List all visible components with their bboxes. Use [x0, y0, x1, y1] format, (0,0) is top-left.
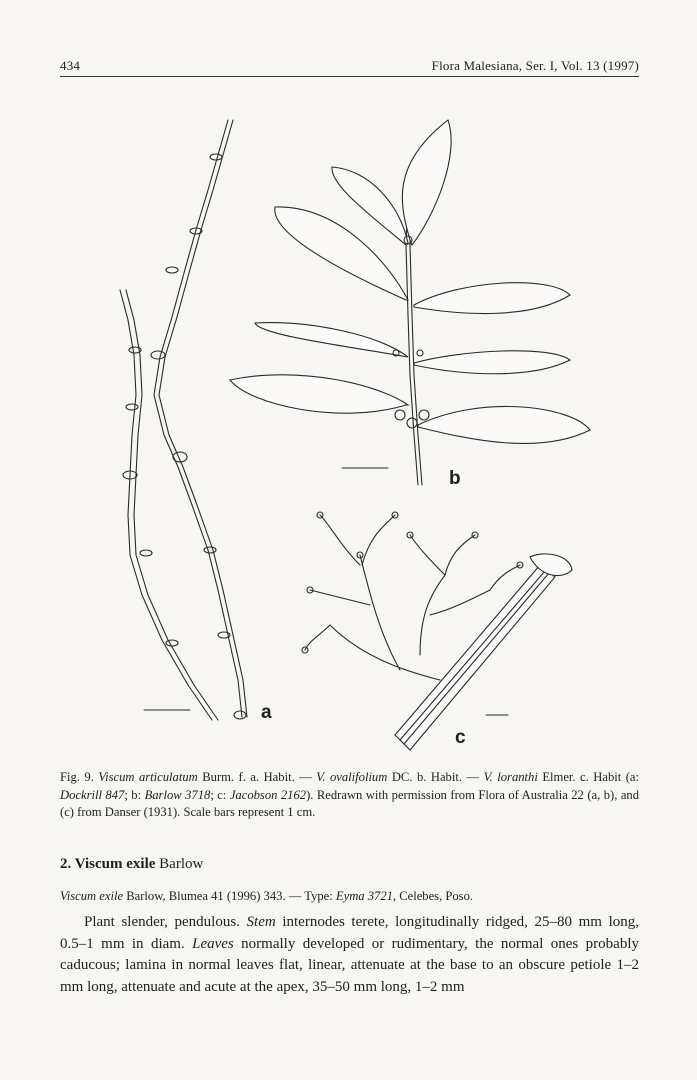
- reference-citation: Barlow, Blumea 41 (1996) 343. — Type:: [123, 889, 336, 903]
- caption-text: Elmer. c. Habit (a:: [537, 770, 640, 784]
- reference-type: Eyma 3721: [335, 889, 393, 903]
- description-text: Plant slender, pendulous.: [84, 914, 247, 930]
- description-text: internodes terete, longitudinally ridged, 25–80 mm long, 0.5–1 mm in diam.: [60, 914, 639, 952]
- caption-species-1: Viscum articulatum: [98, 770, 198, 784]
- journal-title: Flora Malesiana, Ser. I, Vol. 13 (1997): [431, 58, 639, 73]
- reference-locality: , Celebes, Poso.: [392, 889, 474, 903]
- caption-text: DC. b. Habit. —: [387, 770, 484, 784]
- reference-name: Viscum exile: [60, 889, 124, 903]
- running-head: [60, 58, 639, 74]
- panel-label-a: a: [261, 702, 272, 723]
- figure-caption: [60, 769, 639, 822]
- section-taxon: 2. Viscum exile: [60, 856, 156, 872]
- caption-species-3: V. loranthi: [483, 770, 538, 784]
- header-rule: [60, 76, 639, 77]
- caption-text: ; b:: [124, 787, 145, 802]
- figure-9: [100, 95, 620, 755]
- description-term-leaves: Leaves: [192, 935, 234, 952]
- caption-text: ). Redrawn with permission from Flora of Australia 22 (a, b), and (c) from Danser (1931). Scale bars represent 1 cm.: [60, 787, 640, 819]
- nomenclature-reference: [60, 889, 473, 904]
- panel-b-drawing: [230, 120, 590, 485]
- panel-label-c: c: [455, 727, 466, 748]
- description-text: normally developed or rudimentary, the normal ones probably caducous; lamina in normal leaves flat, linear, attenuate at the base to an obscure petiole 1–2 mm long, attenuate and acute at the apex, 35–50 mm long, 1–2 mm: [60, 935, 639, 995]
- panel-c-drawing: [302, 512, 572, 750]
- description-term-stem: Stem: [246, 914, 276, 930]
- page-number: 434: [60, 58, 81, 73]
- species-description: [60, 912, 639, 998]
- section-author: Barlow: [155, 856, 204, 872]
- caption-fig-label: Fig. 9.: [60, 770, 94, 784]
- caption-collection-3: Jacobson 2162: [229, 787, 307, 802]
- section-heading: [60, 856, 203, 873]
- caption-collection-1: Dockrill 847: [60, 787, 125, 802]
- caption-species-2: V. ovalifolium: [316, 770, 388, 784]
- panel-a-drawing: [120, 120, 247, 720]
- caption-collection-2: Barlow 3718: [144, 787, 211, 802]
- panel-label-b: b: [449, 468, 461, 489]
- botanical-illustration: [100, 95, 620, 755]
- caption-text: ; c:: [210, 787, 230, 802]
- caption-text: Burm. f. a. Habit. —: [197, 770, 317, 784]
